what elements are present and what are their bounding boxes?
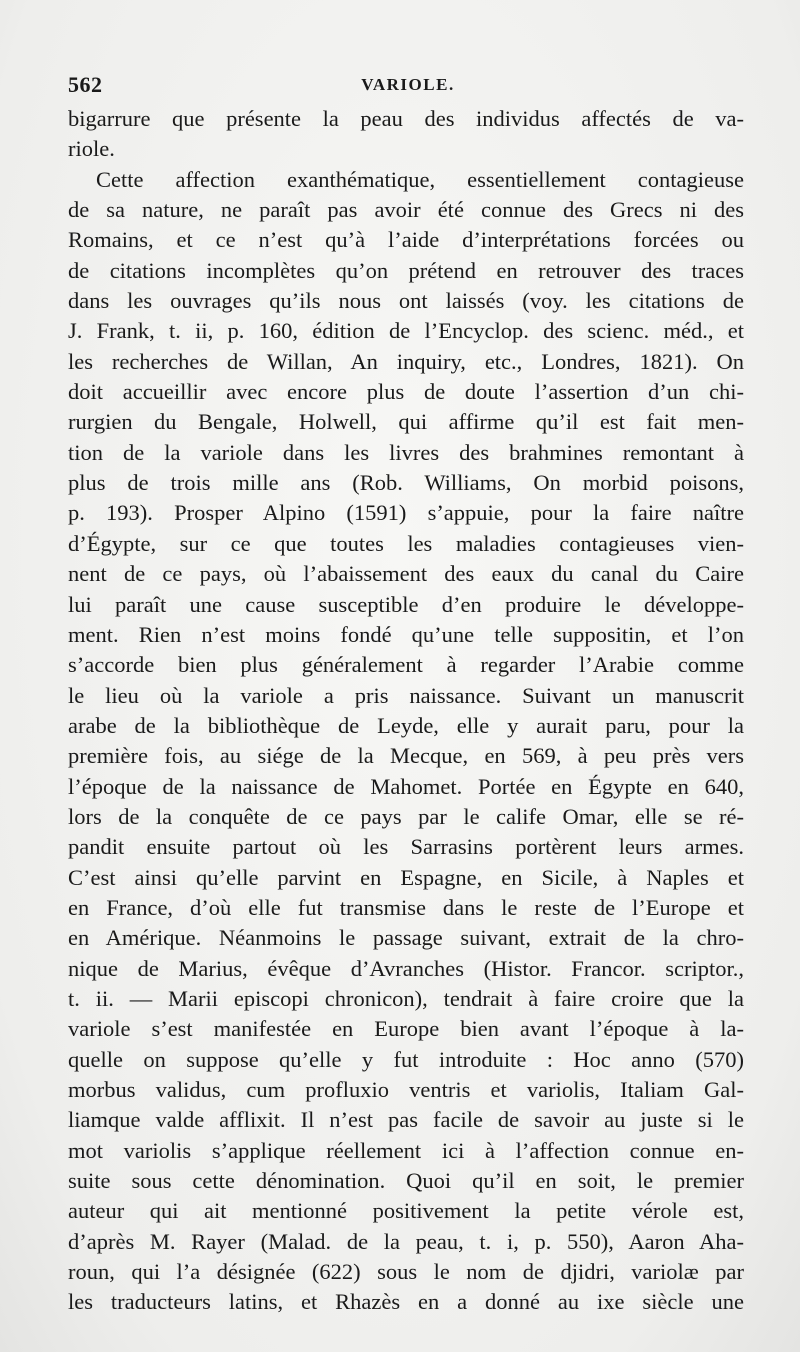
text-line: d’Égypte, sur ce que toutes les maladies contagieuses vien- bbox=[68, 530, 744, 556]
text-line: morbus validus, cum profluxio ventris et variolis, Italiam Gal- bbox=[68, 1077, 744, 1102]
page-header bbox=[68, 72, 748, 106]
text-line: liamque valde afflixit. Il n’est pas facile de savoir au juste si le bbox=[68, 1107, 744, 1133]
text-line: Romains, et ce n’est qu’à l’aide d’interprétations forcées ou bbox=[68, 227, 744, 253]
text-line: dans les ouvrages qu’ils nous ont laissés (voy. les citations de bbox=[68, 288, 744, 314]
text-line: variole s’est manifestée en Europe bien avant l’époque à la- bbox=[68, 1016, 744, 1042]
body-text bbox=[68, 104, 744, 1318]
text-line: auteur qui ait mentionné positivement la petite vérole est, bbox=[68, 1198, 744, 1224]
text-line: t. ii. — Marii episcopi chronicon), tendrait à faire croire que la bbox=[68, 985, 744, 1011]
text-line: les recherches de Willan, An inquiry, etc., Londres, 1821). On bbox=[68, 348, 744, 374]
text-line: en Amérique. Néanmoins le passage suivant, extrait de la chro- bbox=[68, 925, 744, 951]
text-line: doit accueillir avec encore plus de doute l’assertion d’un chi- bbox=[68, 379, 744, 405]
text-line: première fois, au siége de la Mecque, en 569, à peu près vers bbox=[68, 743, 744, 769]
text-line: J. Frank, t. ii, p. 160, édition de l’Encyclop. des scienc. méd., et bbox=[68, 318, 744, 344]
page-number: 562 bbox=[68, 72, 103, 97]
text-line: quelle on suppose qu’elle y fut introduite : Hoc anno (570) bbox=[68, 1046, 744, 1072]
text-line: s’accorde bien plus généralement à regarder l’Arabie comme bbox=[68, 652, 744, 678]
text-line: le lieu où la variole a pris naissance. Suivant un manuscrit bbox=[68, 682, 744, 708]
text-line: arabe de la bibliothèque de Leyde, elle y aurait paru, pour la bbox=[68, 712, 744, 738]
text-line: suite sous cette dénomination. Quoi qu’il en soit, le premier bbox=[68, 1168, 744, 1194]
text-line: d’après M. Rayer (Malad. de la peau, t. i, p. 550), Aaron Aha- bbox=[68, 1228, 744, 1254]
text-line: ment. Rien n’est moins fondé qu’une telle suppositin, et l’on bbox=[68, 621, 744, 647]
text-line: C’est ainsi qu’elle parvint en Espagne, en Sicile, à Naples et bbox=[68, 864, 744, 890]
text-line: l’époque de la naissance de Mahomet. Portée en Égypte en 640, bbox=[68, 773, 744, 799]
text-line: de citations incomplètes qu’on prétend en retrouver des traces bbox=[68, 257, 744, 283]
text-line: riole. bbox=[68, 136, 115, 162]
text-line: nique de Marius, évêque d’Avranches (Histor. Francor. scriptor., bbox=[68, 955, 744, 981]
text-line: pandit ensuite partout où les Sarrasins portèrent leurs armes. bbox=[68, 834, 744, 860]
text-line: en France, d’où elle fut transmise dans le reste de l’Europe et bbox=[68, 894, 744, 920]
text-line: lui paraît une cause susceptible d’en produire le développe- bbox=[68, 591, 744, 617]
text-line: tion de la variole dans les livres des brahmines remontant à bbox=[68, 439, 744, 465]
text-line: nent de ce pays, où l’abaissement des eaux du canal du Caire bbox=[68, 561, 744, 587]
text-line: bigarrure que présente la peau des individus affectés de va- bbox=[68, 106, 744, 131]
running-title: VARIOLE. bbox=[361, 75, 455, 94]
text-line: lors de la conquête de ce pays par le calife Omar, elle se ré- bbox=[68, 803, 744, 829]
text-line: Cette affection exanthématique, essentiellement contagieuse bbox=[96, 166, 744, 192]
text-line: rurgien du Bengale, Holwell, qui affirme qu’il est fait men- bbox=[68, 409, 744, 435]
text-line: plus de trois mille ans (Rob. Williams, On morbid poisons, bbox=[68, 470, 744, 496]
text-line: les traducteurs latins, et Rhazès en a donné au ixe siècle une bbox=[68, 1289, 744, 1315]
text-line: roun, qui l’a désignée (622) sous le nom de djidri, variolæ par bbox=[68, 1259, 744, 1285]
text-line: de sa nature, ne paraît pas avoir été connue des Grecs ni des bbox=[68, 197, 744, 223]
text-line: mot variolis s’applique réellement ici à l’affection connue en- bbox=[68, 1137, 744, 1163]
text-line: p. 193). Prosper Alpino (1591) s’appuie, pour la faire naître bbox=[68, 500, 744, 526]
